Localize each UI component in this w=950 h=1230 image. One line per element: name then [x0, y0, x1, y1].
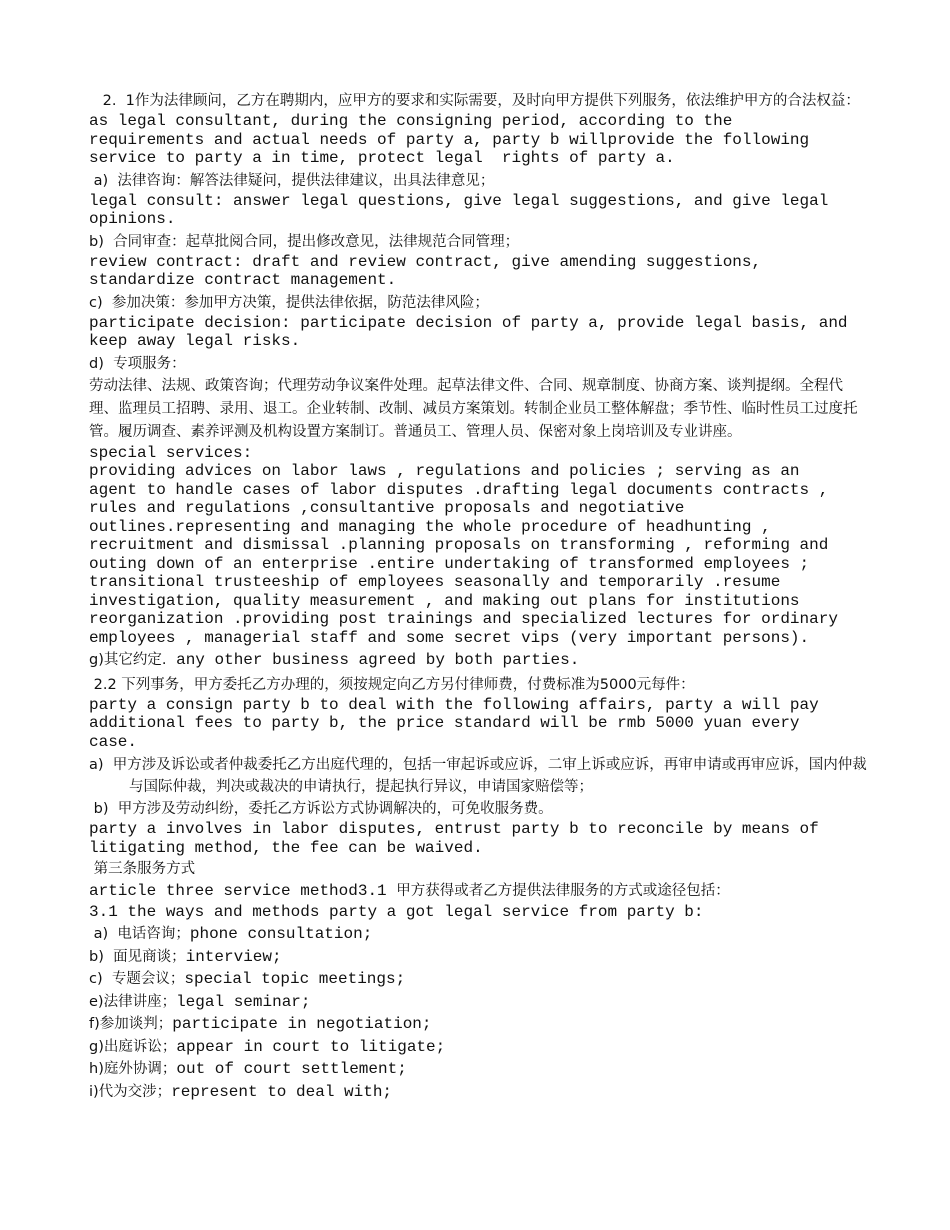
item-d-head-cn: d) 专项服务： — [89, 355, 186, 372]
clause-2-2-cn: 2.2 下列事务，甲方委托乙方办理的，须按规定向乙方另付律师费，付费标准为5000元每件： — [89, 676, 695, 693]
method-en: participate in negotiation; — [172, 1015, 432, 1033]
article-3-title: 第三条服务方式 — [89, 861, 196, 877]
method-cn: g)出庭诉讼； — [89, 1038, 177, 1055]
method-item — [89, 946, 869, 969]
method-item — [89, 1081, 869, 1104]
method-en: interview; — [185, 947, 282, 966]
method-item — [89, 991, 869, 1014]
clause-2-1-en: as legal consultant, during the consigning period, according to the requirements and actual needs of party a, party b willprovide the following service to party a in time, protect legal rights of party a. — [89, 112, 810, 167]
item-c-cn: c) 参加决策：参加甲方决策，提供法律依据，防范法律风险； — [89, 294, 489, 311]
document-page — [89, 90, 869, 1103]
method-item — [89, 968, 869, 991]
method-en: out of court settlement; — [176, 1060, 407, 1078]
method-en: represent to deal with; — [171, 1082, 393, 1101]
method-cn: c) 专题会议； — [89, 971, 185, 987]
method-cn: a) 电话咨询； — [89, 926, 190, 942]
article-3-lead-cn: 甲方获得或者乙方提供法律服务的方式或途径包括： — [396, 883, 730, 899]
method-en: phone consultation; — [189, 925, 373, 943]
item-g-line — [89, 649, 869, 672]
method-item — [89, 1013, 869, 1036]
item-g-en: any other business agreed by both parties. — [166, 651, 580, 669]
item-d-en: special services: providing advices on labor laws , regulations and policies ; serving as an agent to handle cases of labor disputes .drafting legal documents contracts , rules and regulations ,consultantive proposals and negotiative outlines.representing and managing the whole procedure of headhunting , recruitment and dismissal .planning proposals on transforming , reforming and outing down of an enterprise .entire undertaking of transformed employees ; transitional trusteeship of employees seasonally and temporarily .resume investigation, quality measurement , and making out plans for institutions reorganization .providing post trainings and specialized lectures for ordinary employees , managerial staff and some secret vips (very important persons). — [89, 443, 838, 647]
item-d-body-cn: 劳动法律、法规、政策咨询；代理劳动争议案件处理。起草法律文件、合同、规章制度、协商方案、谈判提纲。全程代理、监理员工招聘、录用、退工。企业转制、改制、减员方案策划。转制企业员工整体解盘；季节性、临时性员工过度托管。履历调查、素养评测及机构设置方案制订。普通员工、管理人员、保密对象上岗培训及专业讲座。 — [89, 377, 858, 440]
method-cn: h)庭外协调； — [89, 1061, 177, 1077]
method-cn: b) 面见商谈； — [89, 948, 186, 965]
article-3-lead-en: article three service method3.1 — [89, 882, 397, 900]
article-3-1-en: 3.1 the ways and methods party a got legal service from party b: — [89, 902, 704, 921]
item-c-en: participate decision: participate decision of party a, provide legal basis, and keep away legal risks. — [89, 313, 848, 350]
clause-2-1-cn: 2. 1作为法律顾问，乙方在聘期内，应甲方的要求和实际需要，及时向甲方提供下列服务，依法维护甲方的合法权益： — [98, 93, 860, 109]
methods-list — [89, 923, 869, 1103]
item-2-2-a-cn: a) 甲方涉及诉讼或者仲裁委托乙方出庭代理的，包括一审起诉或应诉，二审上诉或应诉，再审申请或再审应诉，国内仲裁与国际仲裁，判决或裁决的申请执行，提起执行异议，申请国家赔偿等； — [89, 757, 867, 795]
method-en: legal seminar; — [176, 992, 311, 1011]
method-item — [89, 923, 869, 946]
method-cn: e)法律讲座； — [89, 993, 177, 1010]
method-cn: f)参加谈判； — [89, 1016, 173, 1032]
item-b-cn: b) 合同审查：起草批阅合同，提出修改意见，法律规范合同管理； — [89, 233, 520, 250]
item-2-2-b-en: party a involves in labor disputes, entrust party b to reconcile by means of litigating method, the fee can be waived. — [89, 820, 819, 857]
item-2-2-b-cn: b) 甲方涉及劳动纠纷，委托乙方诉讼方式协调解决的，可免收服务费。 — [89, 801, 553, 817]
clause-2-2-en: party a consign party b to deal with the following affairs, party a will pay additional fees to party b, the price standard will be rmb 5000 yuan every case. — [89, 695, 819, 751]
method-item — [89, 1036, 869, 1059]
item-g-cn: g)其它约定. — [89, 652, 167, 668]
method-en: special topic meetings; — [184, 970, 406, 988]
article-3-lead-line — [89, 880, 869, 903]
item-a-cn: a) 法律咨询：解答法律疑问，提供法律建议，出具法律意见； — [89, 172, 495, 189]
item-b-en: review contract: draft and review contract, give amending suggestions, standardize contract management. — [89, 252, 762, 289]
method-en: appear in court to litigate; — [176, 1037, 446, 1056]
method-item — [89, 1058, 869, 1081]
method-cn: i)代为交涉； — [89, 1083, 172, 1100]
item-a-en: legal consult: answer legal questions, give legal suggestions, and give legal opinions. — [89, 191, 829, 228]
